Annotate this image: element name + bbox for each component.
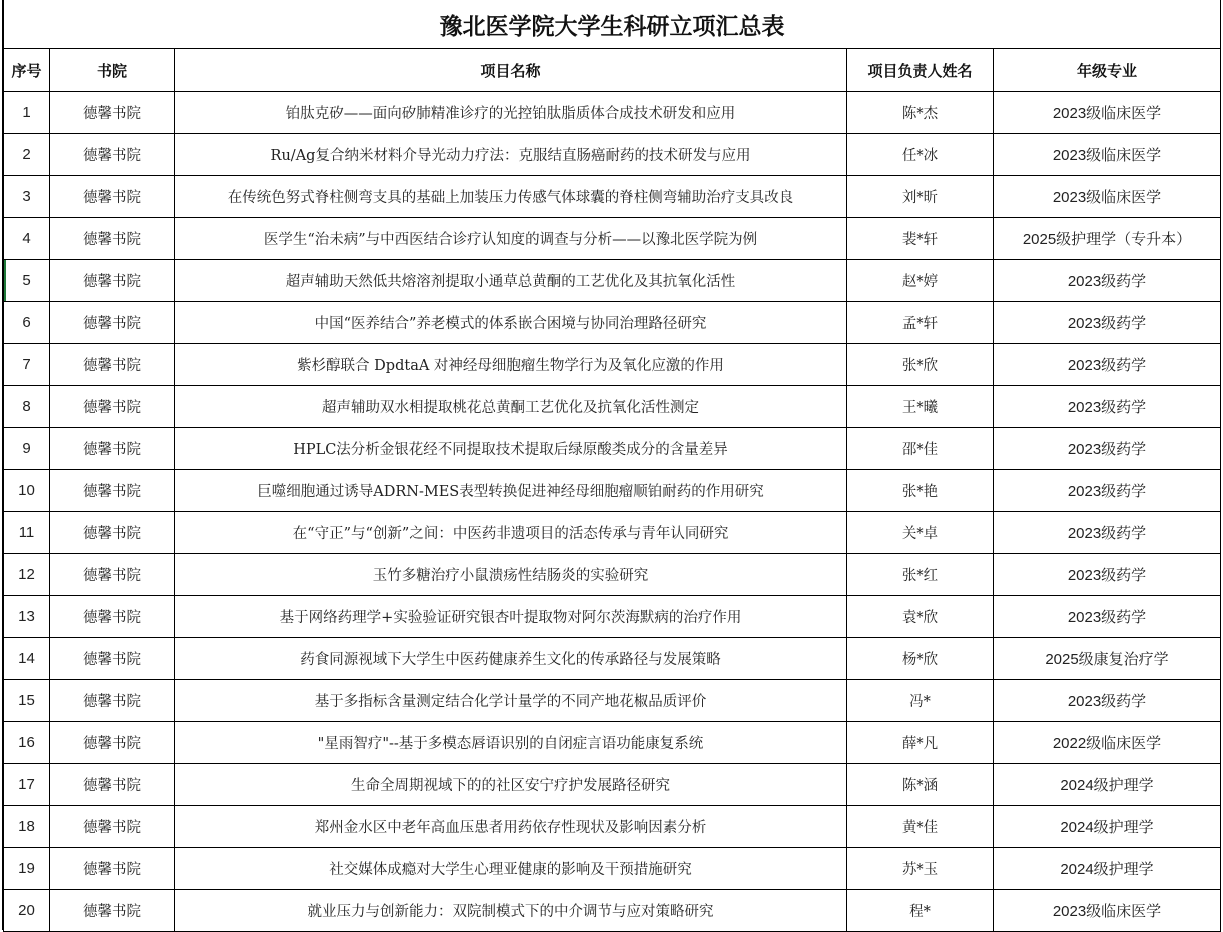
cell-major[interactable]: 2024级护理学 [994, 764, 1221, 806]
cell-major[interactable]: 2024级护理学 [994, 848, 1221, 890]
cell-no[interactable]: 18 [4, 806, 50, 848]
cell-college[interactable]: 德馨书院 [50, 302, 175, 344]
cell-major[interactable]: 2023级临床医学 [994, 890, 1221, 932]
cell-college[interactable]: 德馨书院 [50, 890, 175, 932]
cell-project[interactable]: 药食同源视域下大学生中医药健康养生文化的传承路径与发展策略 [175, 638, 847, 680]
cell-no[interactable]: 8 [4, 386, 50, 428]
table-title[interactable]: 豫北医学院大学生科研立项汇总表 [4, 0, 1221, 49]
table-row [4, 722, 1221, 764]
table-row [4, 512, 1221, 554]
header-project[interactable]: 项目名称 [175, 49, 847, 92]
cell-leader[interactable]: 陈*涵 [847, 764, 994, 806]
table-row [4, 260, 1221, 302]
cell-leader[interactable]: 薛*凡 [847, 722, 994, 764]
cell-no[interactable]: 13 [4, 596, 50, 638]
cell-no[interactable]: 10 [4, 470, 50, 512]
cell-project[interactable]: 就业压力与创新能力：双院制模式下的中介调节与应对策略研究 [175, 890, 847, 932]
table-row [4, 680, 1221, 722]
cell-major[interactable]: 2024级护理学 [994, 806, 1221, 848]
table-row [4, 428, 1221, 470]
header-college[interactable]: 书院 [50, 49, 175, 92]
cell-major[interactable]: 2023级药学 [994, 386, 1221, 428]
header-leader[interactable]: 项目负责人姓名 [847, 49, 994, 92]
cell-college[interactable]: 德馨书院 [50, 218, 175, 260]
cell-no[interactable]: 1 [4, 92, 50, 134]
cell-college[interactable]: 德馨书院 [50, 260, 175, 302]
table-row [4, 848, 1221, 890]
cell-major[interactable]: 2025级护理学（专升本） [994, 218, 1221, 260]
table-row [4, 176, 1221, 218]
cell-college[interactable]: 德馨书院 [50, 764, 175, 806]
cell-project[interactable]: HPLC法分析金银花经不同提取技术提取后绿原酸类成分的含量差异 [175, 428, 847, 470]
cell-major[interactable]: 2023级药学 [994, 554, 1221, 596]
cell-major[interactable]: 2023级药学 [994, 344, 1221, 386]
cell-leader[interactable]: 程* [847, 890, 994, 932]
cell-no[interactable]: 19 [4, 848, 50, 890]
cell-leader[interactable]: 张*艳 [847, 470, 994, 512]
cell-leader[interactable]: 关*卓 [847, 512, 994, 554]
cell-project[interactable]: 医学生“治未病”与中西医结合诊疗认知度的调查与分析——以豫北医学院为例 [175, 218, 847, 260]
cell-no[interactable]: 11 [4, 512, 50, 554]
table-row [4, 764, 1221, 806]
cell-college[interactable]: 德馨书院 [50, 848, 175, 890]
cell-major[interactable]: 2023级临床医学 [994, 134, 1221, 176]
cell-major[interactable]: 2023级药学 [994, 596, 1221, 638]
cell-project[interactable]: 郑州金水区中老年高血压患者用药依存性现状及影响因素分析 [175, 806, 847, 848]
cell-no[interactable]: 3 [4, 176, 50, 218]
cell-leader[interactable]: 孟*轩 [847, 302, 994, 344]
table-row [4, 386, 1221, 428]
table-row [4, 806, 1221, 848]
cell-major[interactable]: 2022级临床医学 [994, 722, 1221, 764]
table-row [4, 596, 1221, 638]
cell-leader[interactable]: 黄*佳 [847, 806, 994, 848]
cell-major[interactable]: 2025级康复治疗学 [994, 638, 1221, 680]
header-major[interactable]: 年级专业 [994, 49, 1221, 92]
cell-college[interactable]: 德馨书院 [50, 428, 175, 470]
cell-project[interactable]: 玉竹多糖治疗小鼠溃疡性结肠炎的实验研究 [175, 554, 847, 596]
cell-project[interactable]: 紫杉醇联合 DpdtaA 对神经母细胞瘤生物学行为及氧化应激的作用 [175, 344, 847, 386]
cell-major[interactable]: 2023级药学 [994, 512, 1221, 554]
table-row [4, 638, 1221, 680]
cell-major[interactable]: 2023级药学 [994, 680, 1221, 722]
cell-college[interactable]: 德馨书院 [50, 596, 175, 638]
table-row [4, 554, 1221, 596]
header-no[interactable]: 序号 [4, 49, 50, 92]
cell-major[interactable]: 2023级药学 [994, 428, 1221, 470]
cell-project[interactable]: 基于多指标含量测定结合化学计量学的不同产地花椒品质评价 [175, 680, 847, 722]
cell-no[interactable]: 15 [4, 680, 50, 722]
cell-no[interactable]: 2 [4, 134, 50, 176]
table-body [4, 92, 1221, 932]
cell-college[interactable]: 德馨书院 [50, 722, 175, 764]
cell-project[interactable]: 在“守正”与“创新”之间：中医药非遗项目的活态传承与青年认同研究 [175, 512, 847, 554]
cell-major[interactable]: 2023级临床医学 [994, 176, 1221, 218]
cell-no[interactable]: 14 [4, 638, 50, 680]
cell-no[interactable]: 4 [4, 218, 50, 260]
cell-college[interactable]: 德馨书院 [50, 92, 175, 134]
cell-no[interactable]: 17 [4, 764, 50, 806]
cell-leader[interactable]: 杨*欣 [847, 638, 994, 680]
cell-college[interactable]: 德馨书院 [50, 470, 175, 512]
cell-project[interactable]: 超声辅助天然低共熔溶剂提取小通草总黄酮的工艺优化及其抗氧化活性 [175, 260, 847, 302]
summary-table [3, 0, 1221, 932]
cell-college[interactable]: 德馨书院 [50, 680, 175, 722]
table-row [4, 218, 1221, 260]
cell-leader[interactable]: 陈*杰 [847, 92, 994, 134]
cell-college[interactable]: 德馨书院 [50, 512, 175, 554]
header-row [4, 49, 1221, 92]
cell-no[interactable]: 9 [4, 428, 50, 470]
table-row [4, 344, 1221, 386]
cell-leader[interactable]: 赵*婷 [847, 260, 994, 302]
cell-leader[interactable]: 刘*昕 [847, 176, 994, 218]
cell-college[interactable]: 德馨书院 [50, 344, 175, 386]
table-row [4, 134, 1221, 176]
table-row [4, 470, 1221, 512]
cell-project[interactable]: 巨噬细胞通过诱导ADRN-MES表型转换促进神经母细胞瘤顺铂耐药的作用研究 [175, 470, 847, 512]
table-row [4, 890, 1221, 932]
cell-leader[interactable]: 苏*玉 [847, 848, 994, 890]
cell-college[interactable]: 德馨书院 [50, 176, 175, 218]
cell-major[interactable]: 2023级药学 [994, 470, 1221, 512]
cell-no[interactable]: 5 [4, 260, 50, 302]
cell-leader[interactable]: 袁*欣 [847, 596, 994, 638]
cell-no[interactable]: 20 [4, 890, 50, 932]
cell-no[interactable]: 12 [4, 554, 50, 596]
cell-college[interactable]: 德馨书院 [50, 638, 175, 680]
cell-project[interactable]: 在传统色努式脊柱侧弯支具的基础上加装压力传感气体球囊的脊柱侧弯辅助治疗支具改良 [175, 176, 847, 218]
cell-leader[interactable]: 张*欣 [847, 344, 994, 386]
cell-college[interactable]: 德馨书院 [50, 386, 175, 428]
cell-major[interactable]: 2023级药学 [994, 260, 1221, 302]
cell-leader[interactable]: 任*冰 [847, 134, 994, 176]
cell-project[interactable]: 社交媒体成瘾对大学生心理亚健康的影响及干预措施研究 [175, 848, 847, 890]
cell-major[interactable]: 2023级临床医学 [994, 92, 1221, 134]
cell-no[interactable]: 6 [4, 302, 50, 344]
cell-college[interactable]: 德馨书院 [50, 806, 175, 848]
cell-no[interactable]: 7 [4, 344, 50, 386]
cell-project[interactable]: 基于网络药理学+实验验证研究银杏叶提取物对阿尔茨海默病的治疗作用 [175, 596, 847, 638]
cell-project[interactable]: 铂肽克矽——面向矽肺精准诊疗的光控铂肽脂质体合成技术研发和应用 [175, 92, 847, 134]
cell-project[interactable]: "星雨智疗"--基于多模态唇语识别的自闭症言语功能康复系统 [175, 722, 847, 764]
cell-leader[interactable]: 邵*佳 [847, 428, 994, 470]
cell-leader[interactable]: 冯* [847, 680, 994, 722]
cell-project[interactable]: 超声辅助双水相提取桃花总黄酮工艺优化及抗氧化活性测定 [175, 386, 847, 428]
cell-college[interactable]: 德馨书院 [50, 134, 175, 176]
table-row [4, 302, 1221, 344]
spreadsheet [2, 0, 1221, 930]
cell-project[interactable]: 生命全周期视域下的的社区安宁疗护发展路径研究 [175, 764, 847, 806]
cell-no[interactable]: 16 [4, 722, 50, 764]
cell-project[interactable]: Ru/Ag复合纳米材料介导光动力疗法：克服结直肠癌耐药的技术研发与应用 [175, 134, 847, 176]
cell-college[interactable]: 德馨书院 [50, 554, 175, 596]
cell-project[interactable]: 中国“医养结合”养老模式的体系嵌合困境与协同治理路径研究 [175, 302, 847, 344]
cell-major[interactable]: 2023级药学 [994, 302, 1221, 344]
cell-leader[interactable]: 张*红 [847, 554, 994, 596]
cell-leader[interactable]: 裴*轩 [847, 218, 994, 260]
table-row [4, 92, 1221, 134]
cell-leader[interactable]: 王*曦 [847, 386, 994, 428]
